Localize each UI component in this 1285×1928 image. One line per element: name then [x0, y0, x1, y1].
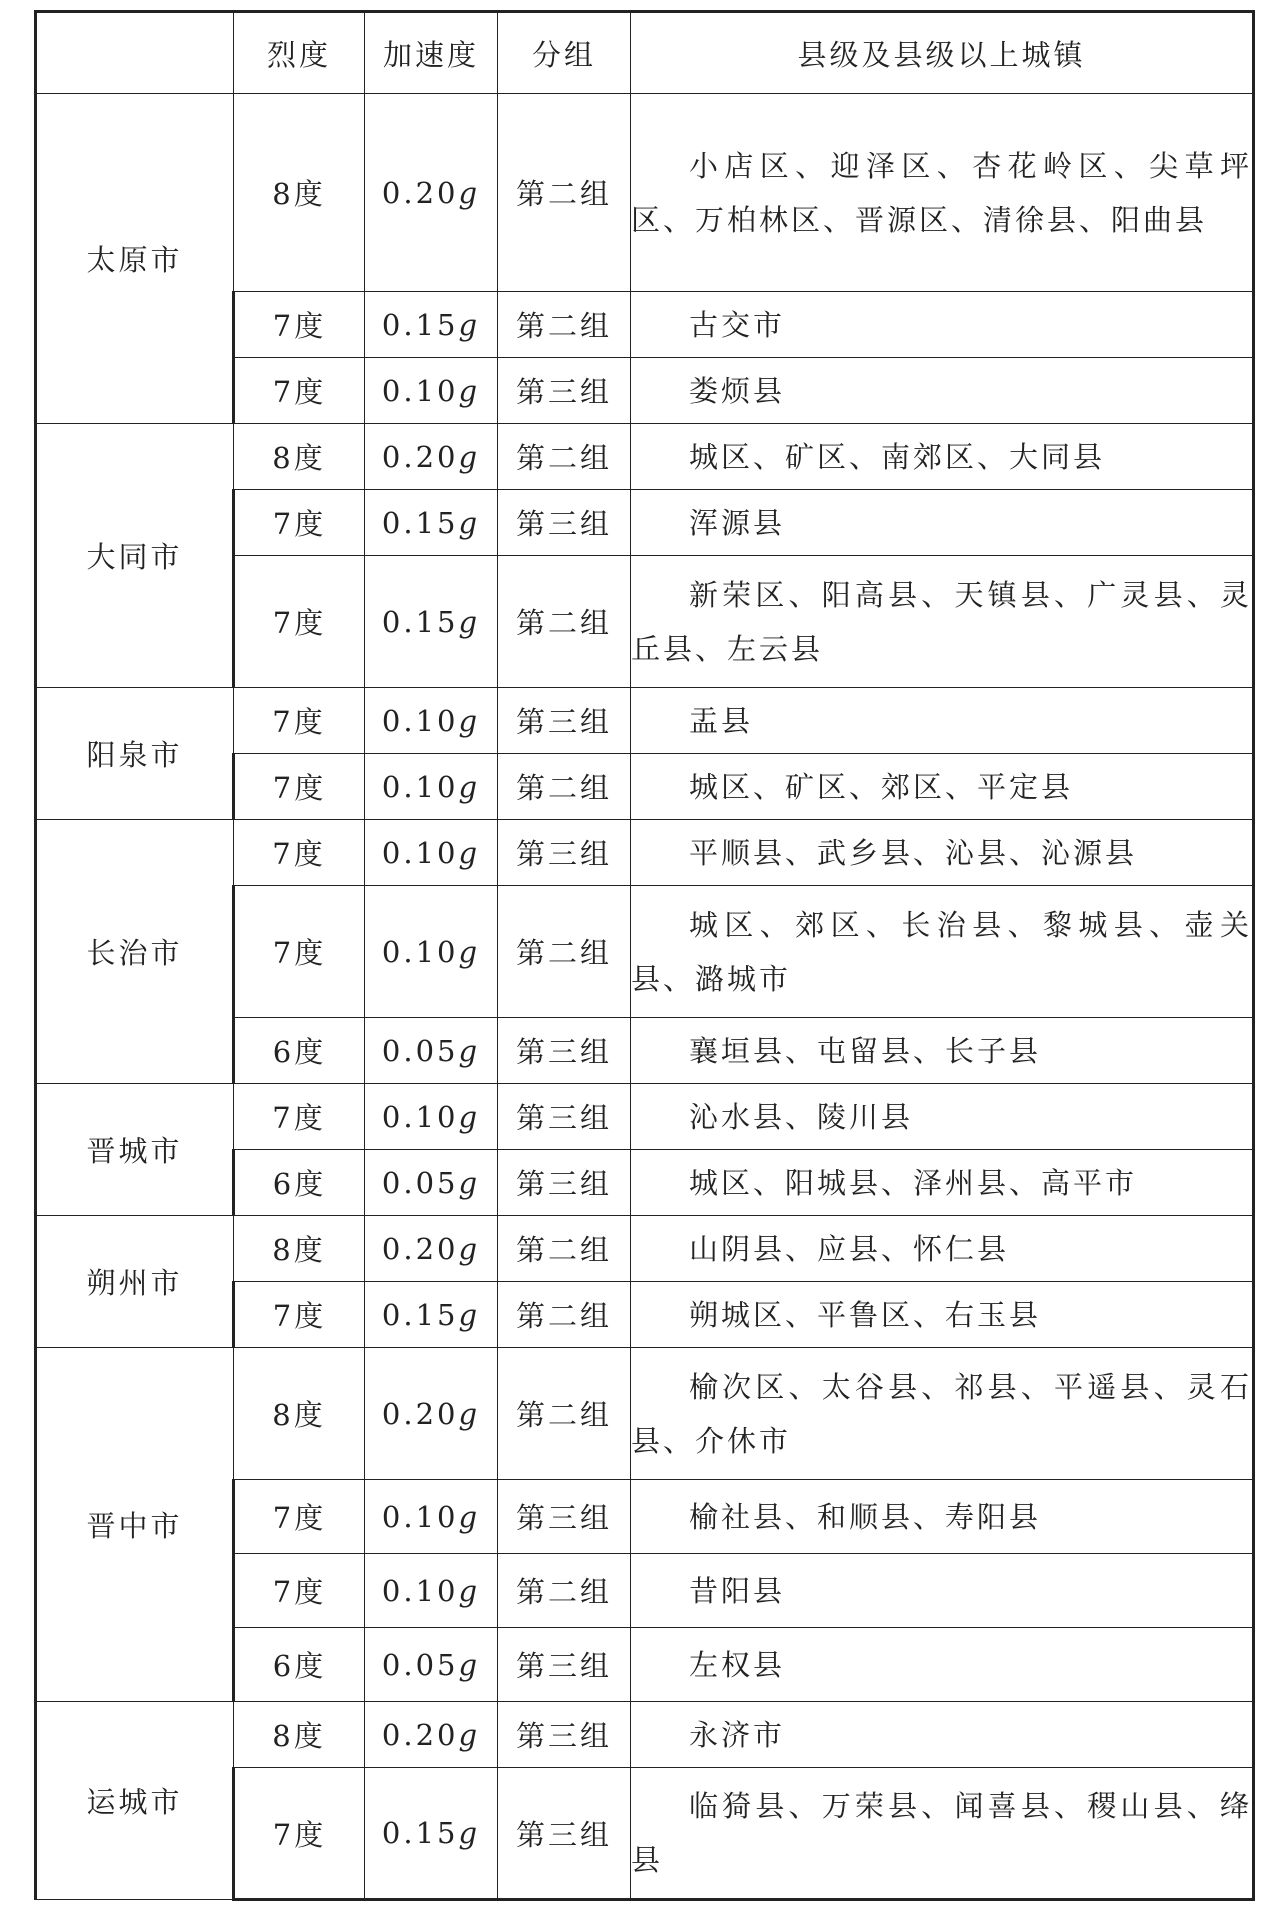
- acceleration-value: 0.15: [381, 505, 459, 540]
- towns-text: 古交市: [689, 307, 786, 342]
- city-cell: 晋城市: [36, 1084, 234, 1216]
- acceleration-cell: [365, 820, 498, 886]
- acceleration-value: 0.10: [381, 769, 459, 804]
- group-cell: 第二组: [498, 754, 631, 820]
- group-cell: 第三组: [498, 1150, 631, 1216]
- towns-text: 浑源县: [689, 505, 786, 540]
- acceleration-value: 0.10: [381, 934, 459, 969]
- acceleration-cell: [365, 1282, 498, 1348]
- acceleration-unit: g: [458, 1396, 481, 1431]
- towns-cell: [631, 358, 1254, 424]
- towns-text: 左权县: [689, 1647, 786, 1682]
- towns-text: 昔阳县: [689, 1573, 786, 1608]
- table-row: [36, 1348, 1254, 1480]
- intensity-cell: 8度: [234, 1216, 365, 1282]
- group-cell: 第二组: [498, 556, 631, 688]
- acceleration-cell: [365, 1480, 498, 1554]
- towns-text: 城区、阳城县、泽州县、高平市: [689, 1165, 1138, 1200]
- group-cell: 第三组: [498, 1018, 631, 1084]
- towns-cell: [631, 556, 1254, 688]
- city-cell: 阳泉市: [36, 688, 234, 820]
- acceleration-unit: g: [458, 1499, 481, 1534]
- acceleration-unit: g: [458, 1231, 481, 1266]
- acceleration-cell: [365, 94, 498, 292]
- towns-cell: [631, 1348, 1254, 1480]
- acceleration-cell: [365, 424, 498, 490]
- city-cell: 晋中市: [36, 1348, 234, 1702]
- intensity-cell: 7度: [234, 490, 365, 556]
- towns-text: 城区、矿区、南郊区、大同县: [689, 439, 1106, 474]
- acceleration-unit: g: [458, 1033, 481, 1068]
- group-cell: 第三组: [498, 1768, 631, 1900]
- group-cell: 第三组: [498, 1480, 631, 1554]
- acceleration-value: 0.15: [381, 1816, 459, 1850]
- acceleration-unit: g: [458, 703, 481, 738]
- towns-text: 朔城区、平鲁区、右玉县: [689, 1297, 1042, 1332]
- table-body: [36, 94, 1254, 1900]
- group-cell: 第二组: [498, 94, 631, 292]
- towns-text: 娄烦县: [689, 373, 786, 408]
- acceleration-value: 0.20: [381, 1231, 459, 1266]
- intensity-cell: 8度: [234, 94, 365, 292]
- acceleration-cell: [365, 1084, 498, 1150]
- acceleration-cell: [365, 1768, 498, 1900]
- acceleration-unit: g: [458, 1816, 481, 1850]
- table-row: [36, 820, 1254, 886]
- towns-cell: [631, 886, 1254, 1018]
- acceleration-unit: g: [458, 1717, 481, 1752]
- acceleration-unit: g: [458, 1099, 481, 1134]
- group-cell: 第二组: [498, 1282, 631, 1348]
- towns-cell: [631, 1554, 1254, 1628]
- acceleration-unit: g: [458, 1647, 481, 1682]
- city-cell: 长治市: [36, 820, 234, 1084]
- towns-text: 襄垣县、屯留县、长子县: [689, 1033, 1042, 1068]
- intensity-cell: 8度: [234, 424, 365, 490]
- towns-cell: [631, 94, 1254, 292]
- towns-text: 城区、郊区、长治县、黎城县、壶关县、潞城市: [631, 907, 1252, 996]
- acceleration-unit: g: [458, 175, 481, 210]
- header-row: [36, 12, 1254, 94]
- acceleration-cell: [365, 1150, 498, 1216]
- towns-cell: [631, 1702, 1254, 1768]
- towns-cell: [631, 1628, 1254, 1702]
- group-cell: 第三组: [498, 1084, 631, 1150]
- group-cell: 第三组: [498, 358, 631, 424]
- towns-text: 城区、矿区、郊区、平定县: [689, 769, 1074, 804]
- towns-cell: [631, 1480, 1254, 1554]
- group-cell: 第二组: [498, 292, 631, 358]
- table-row: [36, 1702, 1254, 1768]
- acceleration-value: 0.10: [381, 703, 459, 738]
- acceleration-unit: g: [458, 1297, 481, 1332]
- towns-cell: [631, 1084, 1254, 1150]
- acceleration-unit: g: [458, 1165, 481, 1200]
- header-blank: [36, 12, 234, 94]
- acceleration-unit: g: [458, 934, 481, 969]
- acceleration-value: 0.10: [381, 1499, 459, 1534]
- towns-cell: [631, 1150, 1254, 1216]
- towns-text: 山阴县、应县、怀仁县: [689, 1231, 1010, 1266]
- acceleration-value: 0.05: [381, 1647, 459, 1682]
- intensity-cell: 7度: [234, 688, 365, 754]
- towns-cell: [631, 424, 1254, 490]
- acceleration-cell: [365, 1018, 498, 1084]
- header-acceleration: 加速度: [365, 12, 498, 94]
- group-cell: 第二组: [498, 886, 631, 1018]
- group-cell: 第三组: [498, 490, 631, 556]
- intensity-cell: 8度: [234, 1702, 365, 1768]
- group-cell: 第三组: [498, 1702, 631, 1768]
- group-cell: 第三组: [498, 688, 631, 754]
- intensity-cell: 6度: [234, 1628, 365, 1702]
- acceleration-unit: g: [458, 373, 481, 408]
- table-row: [36, 424, 1254, 490]
- intensity-cell: 7度: [234, 358, 365, 424]
- header-towns: 县级及县级以上城镇: [631, 12, 1254, 94]
- acceleration-value: 0.10: [381, 835, 459, 870]
- acceleration-value: 0.10: [381, 1573, 459, 1608]
- intensity-cell: 7度: [234, 1768, 365, 1900]
- towns-text: 榆社县、和顺县、寿阳县: [689, 1499, 1042, 1534]
- group-cell: 第二组: [498, 1348, 631, 1480]
- towns-cell: [631, 820, 1254, 886]
- towns-text: 榆次区、太谷县、祁县、平遥县、灵石县、介休市: [631, 1369, 1252, 1458]
- towns-cell: [631, 1216, 1254, 1282]
- acceleration-value: 0.20: [381, 1396, 459, 1431]
- acceleration-value: 0.20: [381, 439, 459, 474]
- acceleration-cell: [365, 754, 498, 820]
- acceleration-unit: g: [458, 835, 481, 870]
- acceleration-value: 0.05: [381, 1165, 459, 1200]
- towns-text: 永济市: [689, 1717, 786, 1752]
- acceleration-unit: g: [458, 1573, 481, 1608]
- intensity-cell: 6度: [234, 1018, 365, 1084]
- city-cell: 运城市: [36, 1702, 234, 1900]
- table-row: [36, 94, 1254, 292]
- towns-text: 盂县: [689, 703, 754, 738]
- acceleration-cell: [365, 358, 498, 424]
- header-group: 分组: [498, 12, 631, 94]
- acceleration-value: 0.15: [381, 1297, 459, 1332]
- towns-text: 沁水县、陵川县: [689, 1099, 914, 1134]
- acceleration-unit: g: [458, 307, 481, 342]
- towns-text: 平顺县、武乡县、沁县、沁源县: [689, 835, 1138, 870]
- acceleration-cell: [365, 886, 498, 1018]
- intensity-cell: 7度: [234, 556, 365, 688]
- intensity-cell: 7度: [234, 1554, 365, 1628]
- acceleration-value: 0.10: [381, 1099, 459, 1134]
- table-row: [36, 1216, 1254, 1282]
- group-cell: 第二组: [498, 1216, 631, 1282]
- group-cell: 第二组: [498, 424, 631, 490]
- city-cell: 朔州市: [36, 1216, 234, 1348]
- intensity-cell: 7度: [234, 1480, 365, 1554]
- group-cell: 第三组: [498, 1628, 631, 1702]
- acceleration-unit: g: [458, 505, 481, 540]
- acceleration-value: 0.15: [381, 307, 459, 342]
- intensity-cell: 7度: [234, 292, 365, 358]
- acceleration-cell: [365, 1216, 498, 1282]
- acceleration-cell: [365, 490, 498, 556]
- table-row: [36, 688, 1254, 754]
- acceleration-value: 0.20: [381, 1717, 459, 1752]
- towns-cell: [631, 688, 1254, 754]
- acceleration-cell: [365, 1702, 498, 1768]
- intensity-cell: 7度: [234, 1282, 365, 1348]
- acceleration-cell: [365, 556, 498, 688]
- header-intensity: 烈度: [234, 12, 365, 94]
- city-cell: 太原市: [36, 94, 234, 424]
- acceleration-value: 0.10: [381, 373, 459, 408]
- towns-cell: [631, 292, 1254, 358]
- group-cell: 第二组: [498, 1554, 631, 1628]
- towns-cell: [631, 490, 1254, 556]
- towns-cell: [631, 1018, 1254, 1084]
- towns-text: 临猗县、万荣县、闻喜县、稷山县、绛县: [631, 1789, 1252, 1877]
- acceleration-cell: [365, 688, 498, 754]
- table-row: [36, 1084, 1254, 1150]
- acceleration-value: 0.15: [381, 604, 459, 639]
- acceleration-unit: g: [458, 439, 481, 474]
- acceleration-unit: g: [458, 604, 481, 639]
- acceleration-unit: g: [458, 769, 481, 804]
- acceleration-cell: [365, 1628, 498, 1702]
- group-cell: 第三组: [498, 820, 631, 886]
- intensity-cell: 7度: [234, 820, 365, 886]
- towns-cell: [631, 754, 1254, 820]
- acceleration-value: 0.05: [381, 1033, 459, 1068]
- intensity-cell: 8度: [234, 1348, 365, 1480]
- acceleration-cell: [365, 1554, 498, 1628]
- acceleration-cell: [365, 1348, 498, 1480]
- seismic-table: [34, 10, 1255, 1901]
- towns-text: 新荣区、阳高县、天镇县、广灵县、灵丘县、左云县: [631, 577, 1252, 666]
- city-cell: 大同市: [36, 424, 234, 688]
- intensity-cell: 6度: [234, 1150, 365, 1216]
- towns-text: 小店区、迎泽区、杏花岭区、尖草坪区、万柏林区、晋源区、清徐县、阳曲县: [631, 148, 1252, 237]
- acceleration-value: 0.20: [381, 175, 459, 210]
- towns-cell: [631, 1282, 1254, 1348]
- acceleration-cell: [365, 292, 498, 358]
- towns-cell: [631, 1768, 1254, 1900]
- intensity-cell: 7度: [234, 886, 365, 1018]
- intensity-cell: 7度: [234, 1084, 365, 1150]
- intensity-cell: 7度: [234, 754, 365, 820]
